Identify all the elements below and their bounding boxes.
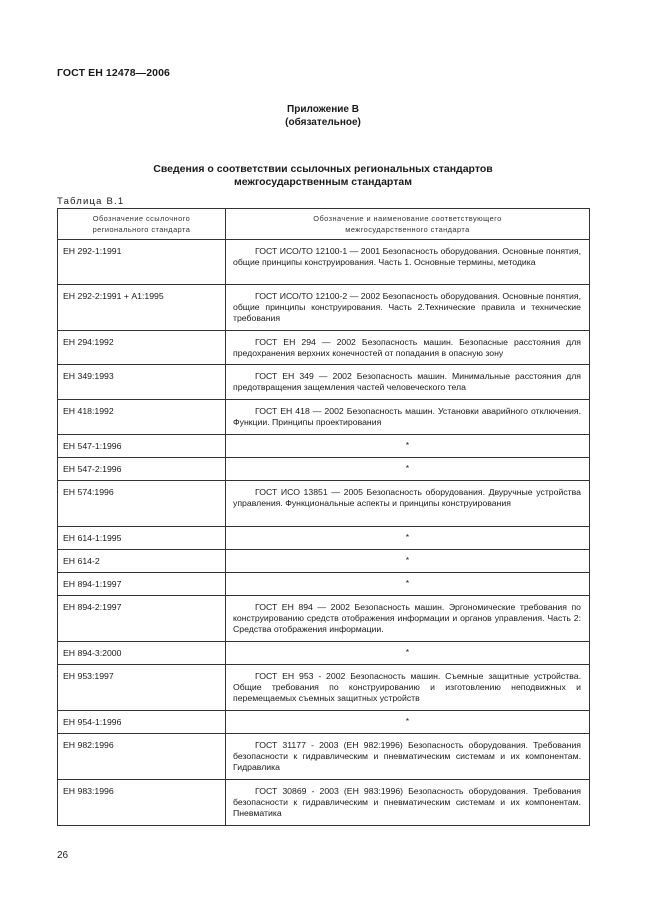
table-row [58, 642, 590, 665]
table-row [58, 400, 590, 435]
table-header-row [58, 209, 590, 240]
regional-standard-code: ЕН 894-2:1997 [58, 596, 226, 642]
table-caption: Таблица В.1 [57, 196, 125, 207]
table-row [58, 527, 590, 550]
interstate-standard-description: ГОСТ ЕН 349 — 2002 Безопасность машин. Минимальные расстояния для предотвращения защемления частей человеческого тела [226, 365, 590, 400]
section-heading-line-1: Сведения о соответствии ссылочных региональных стандартов [153, 163, 493, 175]
regional-standard-code: ЕН 292-2:1991 + А1:1995 [58, 285, 226, 331]
regional-standard-code: ЕН 614-2 [58, 550, 226, 573]
table-row [58, 550, 590, 573]
annex-status: (обязательное) [285, 116, 361, 128]
annex-title: Приложение В [287, 104, 359, 115]
interstate-standard-description: ГОСТ ЕН 418 — 2002 Безопасность машин. Установки аварийного отключения. Функции. Принципы проектирования [226, 400, 590, 435]
column-header-line: Обозначение и наименование соответствующего [313, 214, 502, 223]
section-heading [0, 163, 646, 189]
interstate-standard-description: ГОСТ ИСО/ТО 12100-2 — 2002 Безопасность оборудования. Основные понятия, общие принципы конструирования. Часть 2.Технические правила и технические требования [226, 285, 590, 331]
regional-standard-code: ЕН 614-1:1995 [58, 527, 226, 550]
table-row [58, 481, 590, 527]
interstate-standard-description: ГОСТ ИСО/ТО 12100-1 — 2001 Безопасность оборудования. Основные понятия, общие принципы конструирования. Часть 1. Основные термины, методика [226, 240, 590, 285]
table-row [58, 665, 590, 711]
no-equivalent-marker: * [226, 642, 590, 665]
interstate-standard-description: ГОСТ ЕН 894 — 2002 Безопасность машин. Эргономические требования по конструированию средств отображения информации и органов управления. Часть 2: Средства отображения информации. [226, 596, 590, 642]
interstate-standard-description: ГОСТ ИСО 13851 — 2005 Безопасность оборудования. Двуручные устройства управления. Функциональные аспекты и принципы конструирования [226, 481, 590, 527]
regional-standard-code: ЕН 292-1:1991 [58, 240, 226, 285]
regional-standard-code: ЕН 294:1992 [58, 331, 226, 365]
no-equivalent-marker: * [226, 435, 590, 458]
table-row [58, 285, 590, 331]
table-row [58, 711, 590, 734]
table-row [58, 240, 590, 285]
no-equivalent-marker: * [226, 573, 590, 596]
no-equivalent-marker: * [226, 458, 590, 481]
column-header-line: регионального стандарта [92, 224, 191, 234]
regional-standard-code: ЕН 547-2:1996 [58, 458, 226, 481]
regional-standard-code: ЕН 418:1992 [58, 400, 226, 435]
interstate-standard-description: ГОСТ ЕН 294 — 2002 Безопасность машин. Безопасные расстояния для предохранения верхних конечностей от попадания в опасную зону [226, 331, 590, 365]
table-row [58, 780, 590, 826]
table-row [58, 331, 590, 365]
correspondence-table [57, 208, 590, 826]
regional-standard-code: ЕН 982:1996 [58, 734, 226, 780]
annex-heading [0, 104, 646, 129]
regional-standard-code: ЕН 894-1:1997 [58, 573, 226, 596]
no-equivalent-marker: * [226, 527, 590, 550]
interstate-standard-description: ГОСТ ЕН 953 - 2002 Безопасность машин. Съемные защитные устройства. Общие требования по конструированию и изготовлению неподвижных и перемещаемых съемных защитных устройств [226, 665, 590, 711]
column-header-line: межгосударственного стандарта [345, 224, 470, 234]
table-row [58, 734, 590, 780]
document-id: ГОСТ ЕН 12478—2006 [57, 67, 170, 79]
regional-standard-code: ЕН 547-1:1996 [58, 435, 226, 458]
column-header-line: Обозначение ссылочного [92, 214, 191, 223]
table-row [58, 435, 590, 458]
regional-standard-code: ЕН 983:1996 [58, 780, 226, 826]
table-row [58, 596, 590, 642]
section-heading-line-2: межгосударственным стандартам [234, 176, 412, 188]
table-row [58, 365, 590, 400]
column-header-regional-standard [58, 209, 226, 240]
column-header-interstate-standard [226, 209, 590, 240]
page-number: 26 [57, 850, 69, 861]
regional-standard-code: ЕН 953:1997 [58, 665, 226, 711]
interstate-standard-description: ГОСТ 31177 - 2003 (ЕН 982:1996) Безопасность оборудования. Требования безопасности к гидравлическим и пневматическим системам и их компонентам. Гидравлика [226, 734, 590, 780]
no-equivalent-marker: * [226, 711, 590, 734]
table-row [58, 573, 590, 596]
regional-standard-code: ЕН 954-1:1996 [58, 711, 226, 734]
no-equivalent-marker: * [226, 550, 590, 573]
regional-standard-code: ЕН 574:1996 [58, 481, 226, 527]
table-row [58, 458, 590, 481]
regional-standard-code: ЕН 894-3:2000 [58, 642, 226, 665]
interstate-standard-description: ГОСТ 30869 - 2003 (ЕН 983:1996) Безопасность оборудования. Требования безопасности к гидравлическим и пневматическим системам и их компонентам. Пневматика [226, 780, 590, 826]
regional-standard-code: ЕН 349:1993 [58, 365, 226, 400]
